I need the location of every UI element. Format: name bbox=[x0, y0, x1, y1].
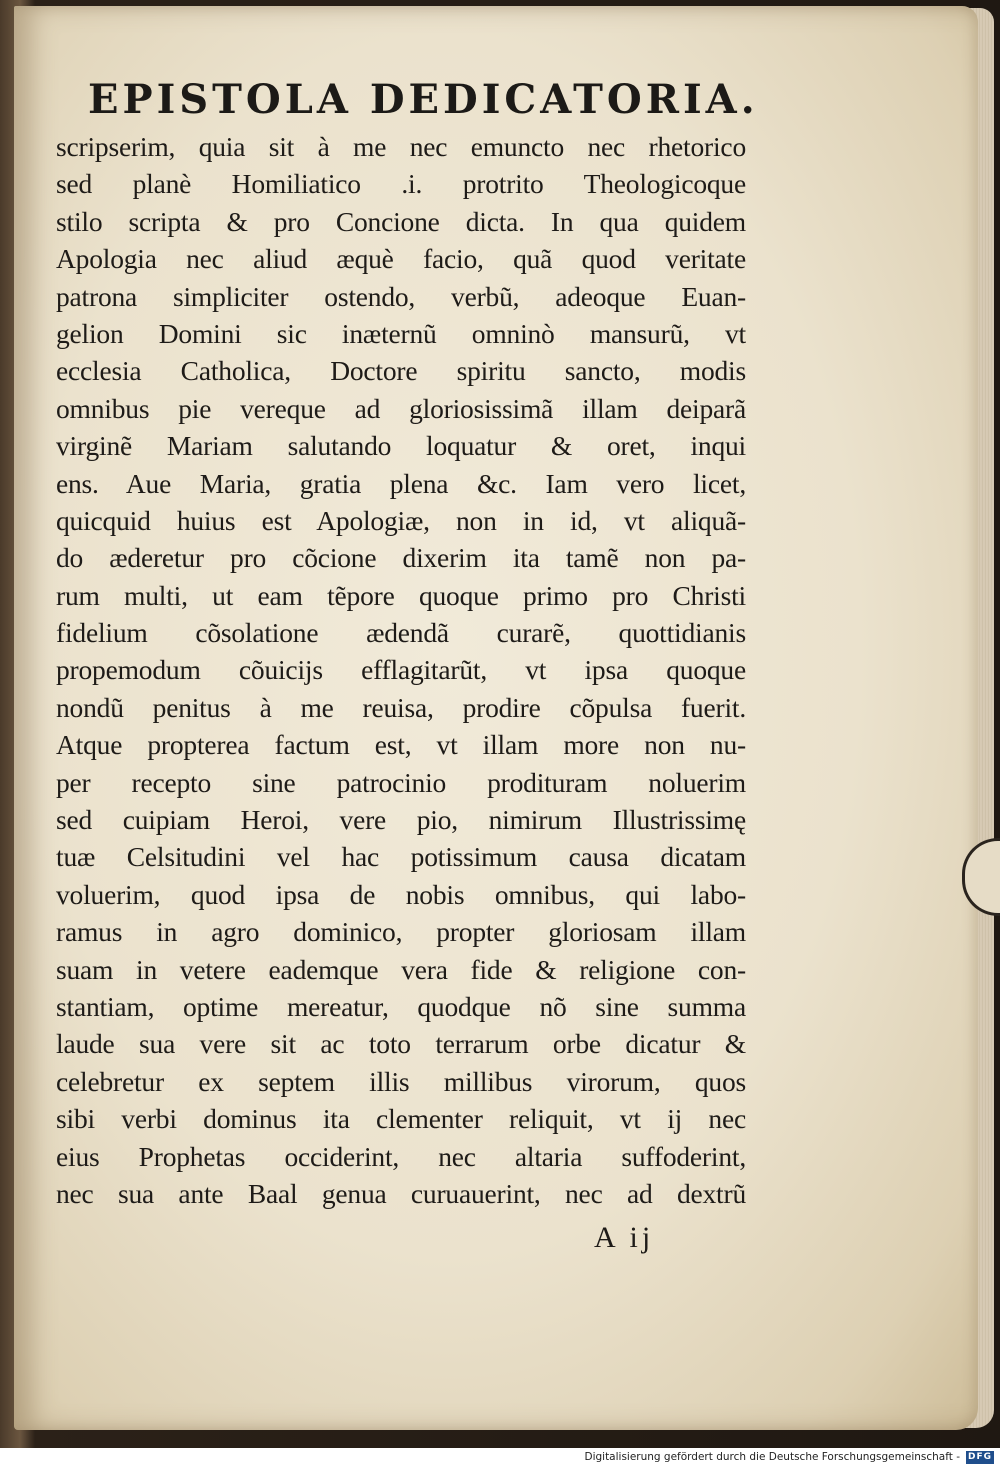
text-line: Atque propterea factum est, vt illam more non nu- bbox=[56, 729, 746, 761]
text-line: tuæ Celsitudini vel hac potissimum causa dicatam bbox=[56, 841, 746, 873]
running-heading: EPISTOLA DEDICATORIA. bbox=[88, 76, 759, 123]
text-line: virginẽ Mariam salutando loquatur & oret, inqui bbox=[56, 430, 746, 462]
text-line: propemodum cõuicijs efflagitarũt, vt ipsa quoque bbox=[56, 654, 746, 686]
text-line: ens. Aue Maria, gratia plena &c. Iam vero licet, bbox=[56, 467, 746, 499]
text-line: do æderetur pro cõcione dixerim ita tamẽ non pa- bbox=[56, 542, 746, 574]
text-line: per recepto sine patrocinio prodituram noluerim bbox=[56, 766, 746, 798]
text-line: suam in vetere eademque vera fide & religione con- bbox=[56, 953, 746, 985]
text-line: gelion Domini sic inæternũ omninò mansurũ, vt bbox=[56, 317, 746, 349]
text-line: ramus in agro dominico, propter gloriosam illam bbox=[56, 916, 746, 948]
text-line: rum multi, ut eam tẽpore quoque primo pro Christi bbox=[56, 579, 746, 611]
text-line: scripserim, quia sit à me nec emuncto nec rhetorico bbox=[56, 131, 746, 162]
text-line: sed cuipiam Heroi, vere pio, nimirum Illustrissimę bbox=[56, 804, 746, 836]
body-text bbox=[56, 128, 746, 1212]
text-line: fidelium cõsolatione ædendã curarẽ, quottidianis bbox=[56, 617, 746, 649]
text-line: stilo scripta & pro Concione dicta. In qua quidem bbox=[56, 205, 746, 237]
text-line: quicquid huius est Apologiæ, non in id, vt aliquã- bbox=[56, 504, 746, 536]
signature-mark: A ij bbox=[594, 1221, 655, 1254]
text-line: ecclesia Catholica, Doctore spiritu sancto, modis bbox=[56, 355, 746, 387]
text-line: Apologia nec aliud æquè facio, quã quod veritate bbox=[56, 243, 746, 275]
text-line: sed planè Homiliatico .i. protrito Theologicoque bbox=[56, 168, 746, 200]
dfg-logo: DFG bbox=[967, 1452, 992, 1462]
text-line: eius Prophetas occiderint, nec altaria suffoderint, bbox=[56, 1140, 746, 1172]
text-line: laude sua vere sit ac toto terrarum orbe dicatur & bbox=[56, 1028, 746, 1060]
text-line: nec sua ante Baal genua curuauerint, nec ad dextrũ bbox=[56, 1177, 746, 1209]
text-line: omnibus pie vereque ad gloriosissimã illam deiparã bbox=[56, 392, 746, 424]
text-line: stantiam, optime mereatur, quodque nõ sine summa bbox=[56, 990, 746, 1022]
text-line: patrona simpliciter ostendo, verbũ, adeoque Euan- bbox=[56, 280, 746, 312]
text-line: sibi verbi dominus ita clementer reliquit, vt ij nec bbox=[56, 1103, 746, 1135]
text-line: celebretur ex septem illis millibus virorum, quos bbox=[56, 1065, 746, 1097]
text-line: voluerim, quod ipsa de nobis omnibus, qui labo- bbox=[56, 878, 746, 910]
text-line: nondũ penitus à me reuisa, prodire cõpulsa fuerit. bbox=[56, 691, 746, 723]
thumb-tab-notch bbox=[962, 838, 1000, 916]
footer-credit: Digitalisierung gefördert durch die Deutsche Forschungsgemeinschaft - bbox=[584, 1451, 960, 1463]
